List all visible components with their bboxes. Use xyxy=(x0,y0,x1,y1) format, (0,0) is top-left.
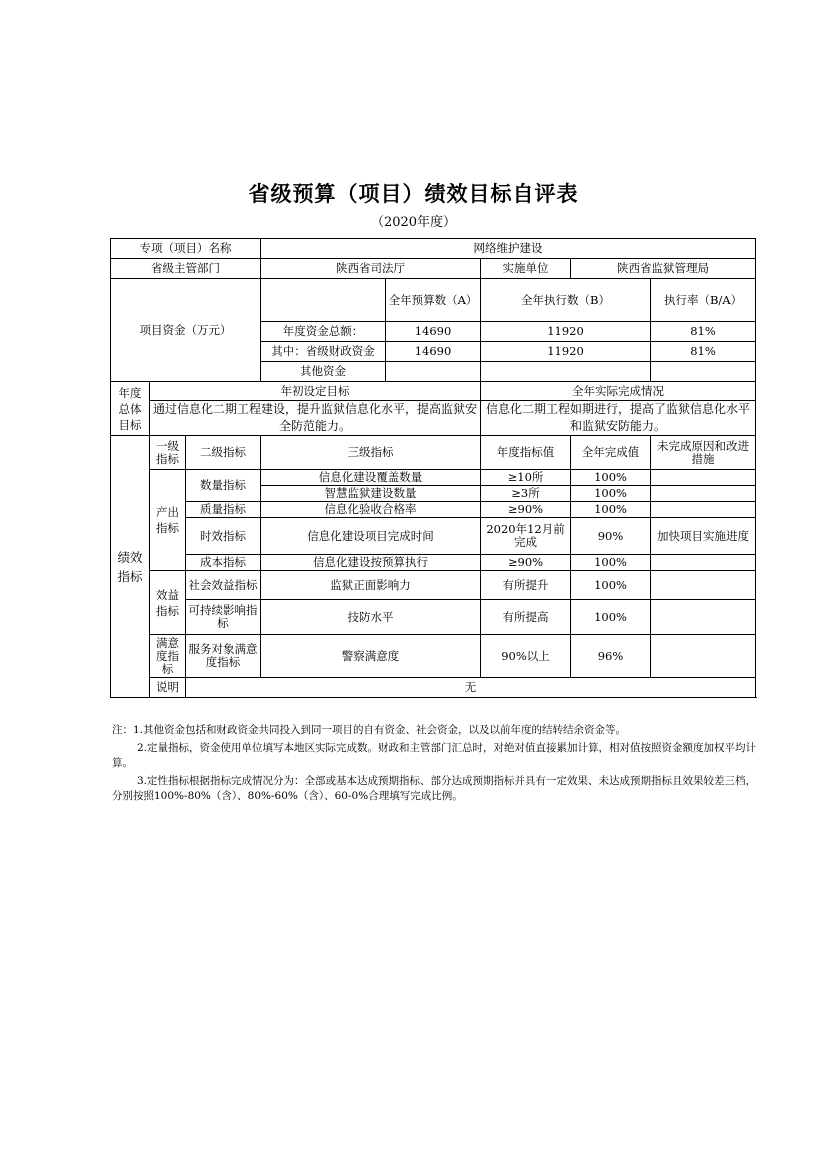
overall-content-row xyxy=(111,401,756,436)
indicator-target: 有所提升 xyxy=(481,571,571,600)
level2-quantity: 数量指标 xyxy=(186,470,261,502)
perf-header-row xyxy=(111,436,756,470)
perf-header-target: 年度指标值 xyxy=(481,436,571,470)
perf-row xyxy=(111,518,756,555)
indicator-actual: 96% xyxy=(571,635,651,678)
perf-row xyxy=(111,470,756,486)
overall-target-text: 通过信息化二期工程建设，提升监狱信息化水平，提高监狱安全防范能力。 xyxy=(150,401,481,436)
dept-value: 陕西省司法厅 xyxy=(261,259,481,279)
funds-col-rate: 执行率（B/A） xyxy=(651,279,756,322)
remark-label: 说明 xyxy=(150,678,186,698)
level2-cost: 成本指标 xyxy=(186,555,261,571)
page-subtitle-year: （2020年度） xyxy=(370,215,457,230)
funds-header-blank xyxy=(261,279,386,322)
indicator-name: 信息化验收合格率 xyxy=(261,502,481,518)
perf-header-reason: 未完成原因和改进措施 xyxy=(651,436,756,470)
indicator-reason xyxy=(651,635,756,678)
overall-actual-header: 全年实际完成情况 xyxy=(481,382,756,401)
overall-actual-text: 信息化二期工程如期进行，提高了监狱信息化水平和监狱安防能力。 xyxy=(481,401,756,436)
project-name-value: 网络维护建设 xyxy=(261,239,756,259)
group-output-label: 产出指标 xyxy=(150,470,186,571)
indicator-actual: 100% xyxy=(571,486,651,502)
funds-row-budget: 14690 xyxy=(386,342,481,362)
perf-row xyxy=(111,502,756,518)
remark-value: 无 xyxy=(186,678,756,698)
indicator-reason xyxy=(651,555,756,571)
overall-target-header: 年初设定目标 xyxy=(150,382,481,401)
perf-header-actual: 全年完成值 xyxy=(571,436,651,470)
indicator-reason xyxy=(651,502,756,518)
project-name-label: 专项（项目）名称 xyxy=(111,239,261,259)
note-2: 2.定量指标，资金使用单位填写本地区实际完成数。财政和主管部门汇总时，对绝对值直接累加计算，相对值按照资金额度加权平均计算。 xyxy=(112,741,757,769)
level2-quality: 质量指标 xyxy=(186,502,261,518)
indicator-target: 有所提高 xyxy=(481,600,571,635)
indicator-actual: 100% xyxy=(571,470,651,486)
indicator-name: 监狱正面影响力 xyxy=(261,571,481,600)
group-satisfaction-label: 满意度指标 xyxy=(150,635,186,678)
funds-row-exec: 11920 xyxy=(481,322,651,342)
impl-unit-value: 陕西省监狱管理局 xyxy=(571,259,756,279)
perf-row xyxy=(111,635,756,678)
perf-row xyxy=(111,555,756,571)
funds-label: 项目资金（万元） xyxy=(111,279,261,382)
indicator-reason xyxy=(651,486,756,502)
overall-header-row xyxy=(111,382,756,401)
indicator-target: 90%以上 xyxy=(481,635,571,678)
indicator-name: 技防水平 xyxy=(261,600,481,635)
indicator-target: ≥3所 xyxy=(481,486,571,502)
funds-row-label: 年度资金总额： xyxy=(261,322,386,342)
funds-row-exec: 11920 xyxy=(481,342,651,362)
notes-section xyxy=(112,723,758,807)
evaluation-table xyxy=(110,238,756,698)
indicator-actual: 90% xyxy=(571,518,651,555)
indicator-actual: 100% xyxy=(571,571,651,600)
perf-header-level3: 三级指标 xyxy=(261,436,481,470)
funds-row-rate xyxy=(651,362,756,382)
impl-unit-label: 实施单位 xyxy=(481,259,571,279)
indicator-reason: 加快项目实施进度 xyxy=(651,518,756,555)
indicator-actual: 100% xyxy=(571,555,651,571)
indicator-reason xyxy=(651,600,756,635)
overall-goal-label: 年度总体目标 xyxy=(111,382,150,436)
dept-label: 省级主管部门 xyxy=(111,259,261,279)
department-row xyxy=(111,259,756,279)
funds-row-rate: 81% xyxy=(651,342,756,362)
level2-social: 社会效益指标 xyxy=(186,571,261,600)
funds-row-label: 其中：省级财政资金 xyxy=(261,342,386,362)
project-name-row xyxy=(111,239,756,259)
level2-time: 时效指标 xyxy=(186,518,261,555)
indicator-name: 信息化建设按预算执行 xyxy=(261,555,481,571)
indicator-name: 信息化建设覆盖数量 xyxy=(261,470,481,486)
funds-row-budget: 14690 xyxy=(386,322,481,342)
funds-header-row xyxy=(111,279,756,322)
funds-col-exec: 全年执行数（B） xyxy=(481,279,651,322)
funds-row-rate: 81% xyxy=(651,322,756,342)
indicator-target: ≥90% xyxy=(481,555,571,571)
perf-row xyxy=(111,571,756,600)
level2-sustain: 可持续影响指标 xyxy=(186,600,261,635)
group-benefit-label: 效益指标 xyxy=(150,571,186,635)
funds-row-exec xyxy=(481,362,651,382)
indicator-reason xyxy=(651,470,756,486)
perf-header-level1: 一级指标 xyxy=(150,436,186,470)
perf-header-level2: 二级指标 xyxy=(186,436,261,470)
indicator-name: 信息化建设项目完成时间 xyxy=(261,518,481,555)
indicator-target: ≥90% xyxy=(481,502,571,518)
funds-row-budget xyxy=(386,362,481,382)
indicator-name: 智慧监狱建设数量 xyxy=(261,486,481,502)
indicator-name: 警察满意度 xyxy=(261,635,481,678)
indicator-target: 2020年12月前完成 xyxy=(481,518,571,555)
note-1: 注：1.其他资金包括和财政资金共同投入到同一项目的自有资金、社会资金，以及以前年度的结转结余资金等。 xyxy=(112,724,627,736)
page-title: 省级预算（项目）绩效目标自评表 xyxy=(248,181,579,206)
perf-row xyxy=(111,600,756,635)
remark-row xyxy=(111,678,756,698)
indicator-reason xyxy=(651,571,756,600)
perf-indicator-label: 绩效指标 xyxy=(111,436,150,698)
indicator-actual: 100% xyxy=(571,600,651,635)
note-3: 3.定性指标根据指标完成情况分为：全部或基本达成预期指标、部分达成预期指标并具有一定效果、未达成预期指标且效果较差三档，分别按照100%-80%（含）、80%-60%（含）、60-0%合理填写完成比例。 xyxy=(112,774,757,802)
funds-row-label: 其他资金 xyxy=(261,362,386,382)
level2-service: 服务对象满意度指标 xyxy=(186,635,261,678)
funds-col-budget: 全年预算数（A） xyxy=(386,279,481,322)
indicator-actual: 100% xyxy=(571,502,651,518)
indicator-target: ≥10所 xyxy=(481,470,571,486)
